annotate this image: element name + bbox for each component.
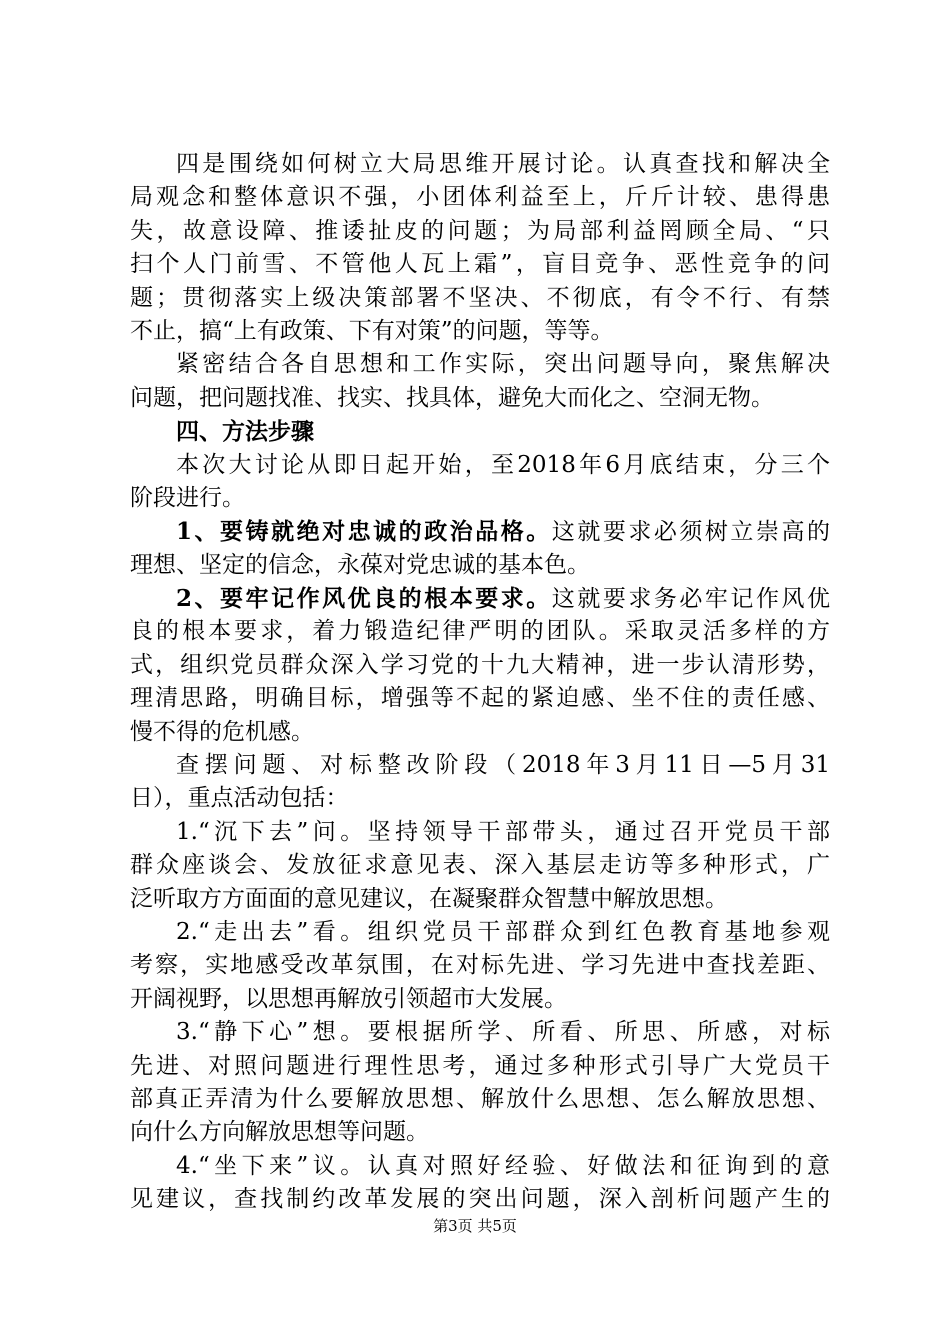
text-line: 2.“走出去”看。组织党员干部群众到红色教育基地参观 [176,918,830,945]
text-line: 不止，搞“上有政策、下有对策”的问题，等等。 [130,317,614,344]
text-line: 紧密结合各自思想和工作实际，突出问题导向，聚焦解决 [176,351,830,378]
item-1-line [130,515,830,548]
text-line: 失，故意设障、推诿扯皮的问题；为局部利益罔顾全局、“只 [130,217,830,244]
item-2-line [130,582,830,615]
page-footer: 第3页 共5页 [433,1217,517,1235]
text-line: 理想、坚定的信念，永葆对党忠诚的基本色。 [130,551,590,578]
text-line: 部真正弄清为什么要解放思想、解放什么思想、怎么解放思想、 [130,1085,830,1112]
text-line: 四是围绕如何树立大局思维开展讨论。认真查找和解决全 [176,151,830,177]
item-2-title: 2、要牢记作风优良的根本要求。 [176,585,552,613]
item-1-text: 这就要求必须树立崇高的 [551,519,830,546]
text-line: 阶段进行。 [130,484,245,511]
text-line: 本次大讨论从即日起开始，至2018年6月底结束，分三个 [176,451,830,478]
text-line: 慢不得的危机感。 [130,718,314,745]
text-line: 先进、对照问题进行理性思考，通过多种形式引导广大党员干 [130,1052,830,1079]
item-1-title: 1、要铸就绝对忠诚的政治品格。 [176,518,552,546]
text-line: 日），重点活动包括： [130,785,349,812]
text-line: 理清思路，明确目标，增强等不起的紧迫感、坐不住的责任感、 [130,685,830,712]
text-line: 局观念和整体意识不强，小团体利益至上，斤斤计较、患得患 [130,184,830,211]
text-line: 群众座谈会、发放征求意见表、深入基层走访等多种形式，广 [130,852,830,879]
text-line: 良的根本要求，着力锻造纪律严明的团队。采取灵活多样的方 [130,618,830,645]
text-line: 3.“静下心”想。要根据所学、所看、所思、所感，对标 [176,1019,830,1046]
text-line: 1.“沉下去”问。坚持领导干部带头，通过召开党员干部 [176,818,830,845]
text-line: 查摆问题、对标整改阶段（2018年3月11日—5月31 [176,752,830,779]
text-line: 式，组织党员群众深入学习党的十九大精神，进一步认清形势， [130,651,830,678]
section-heading: 四、方法步骤 [176,418,314,446]
text-line: 泛听取方方面面的意见建议，在凝聚群众智慧中解放思想。 [130,885,728,912]
text-line: 扫个人门前雪、不管他人瓦上霜”，盲目竞争、恶性竞争的问 [130,251,830,278]
text-line: 向什么方向解放思想等问题。 [130,1119,429,1146]
text-line: 题；贯彻落实上级决策部署不坚决、不彻底，有令不行、有禁 [130,284,830,311]
item-2-text: 这就要求务必牢记作风优 [551,586,830,613]
document-body [130,148,830,1217]
text-line: 4.“坐下来”议。认真对照好经验、好做法和征询到的意 [176,1152,830,1179]
text-line: 开阔视野，以思想再解放引领超市大发展。 [130,985,567,1012]
text-line: 问题，把问题找准、找实、找具体，避免大而化之、空洞无物。 [130,384,774,411]
text-line: 考察，实地感受改革氛围，在对标先进、学习先进中查找差距、 [130,952,830,979]
text-line: 见建议，查找制约改革发展的突出问题，深入剖析问题产生的 [130,1186,830,1213]
